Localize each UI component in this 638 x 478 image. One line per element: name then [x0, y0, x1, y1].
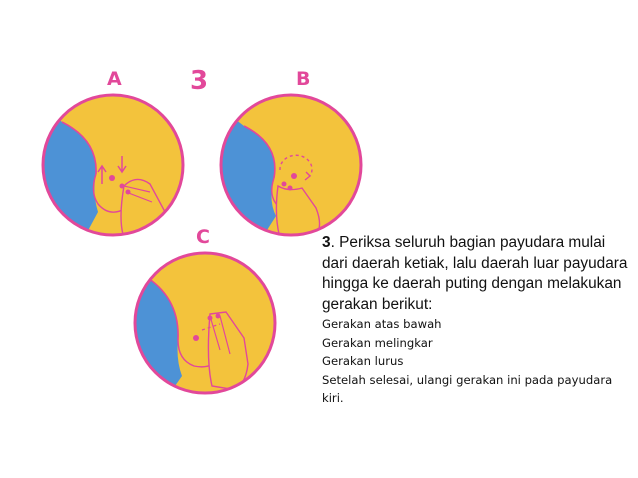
movement-item: Gerakan melingkar	[322, 335, 433, 350]
illustration-up-down-motion	[40, 92, 186, 238]
illustration-circular-motion	[218, 92, 364, 238]
panel-label-a: A	[107, 68, 123, 90]
instruction-lead-text: . Periksa seluruh bagian payudara mulai dari daerah ketiak, lalu daerah luar payudara hingga ke daerah puting dengan melakukan gerakan berikut:	[322, 234, 628, 313]
instruction-number: 3	[322, 234, 331, 251]
movement-item: Gerakan lurus	[322, 354, 404, 368]
step-number-illustration: 3	[190, 66, 209, 96]
closing-text: Setelah selesai, ulangi gerakan ini pada payudara kiri.	[322, 372, 613, 405]
instruction-lead	[322, 233, 634, 315]
illustration-straight-motion	[132, 250, 278, 396]
instruction-text-block	[322, 233, 634, 408]
panel-label-b: B	[296, 68, 312, 90]
panel-label-c: C	[196, 226, 211, 248]
movement-item: Gerakan atas bawah	[322, 317, 442, 331]
